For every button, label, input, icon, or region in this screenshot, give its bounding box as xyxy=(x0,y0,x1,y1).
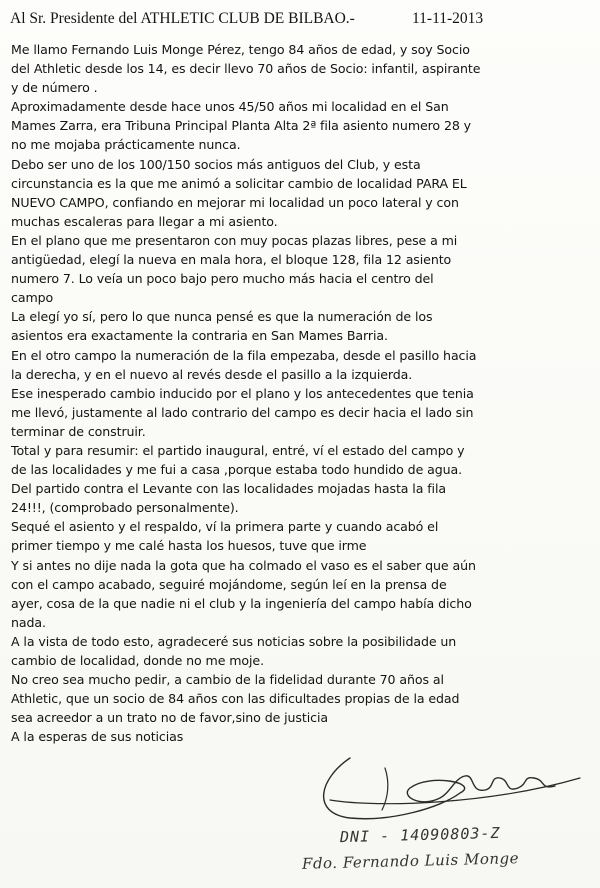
letter-line: numero 7. Lo veía un poco bajo pero mucho más hacia el centro del xyxy=(11,271,434,287)
letter-line: muchas escaleras para llegar a mi asiento. xyxy=(11,213,278,229)
letter-line: La elegí yo sí, pero lo que nunca pensé es que la numeración de los xyxy=(11,309,433,325)
handwritten-signature-icon xyxy=(290,738,590,828)
letter-body xyxy=(11,40,595,746)
letter-line: terminar de construir. xyxy=(11,423,146,439)
letter-line: con el campo acabado, seguiré mojándome, según leí en la prensa de xyxy=(11,576,447,592)
letter-line: sea acreedor a un trato no de favor,sino de justicia xyxy=(11,710,328,726)
letter-line: de las localidades y me fui a casa ,porque estaba todo hundido de agua. xyxy=(11,462,463,478)
letter-line: circunstancia es la que me animó a solicitar cambio de localidad PARA EL xyxy=(11,175,467,191)
letter-line: asientos era exactamente la contraria en San Mames Barria. xyxy=(11,328,388,344)
letter-line: del Athletic desde los 14, es decir llevo 70 años de Socio: infantil, aspirante xyxy=(11,61,481,77)
letter-line: No creo sea mucho pedir, a cambio de la fidelidad durante 70 años al xyxy=(11,672,444,688)
letter-line: ayer, cosa de la que nadie ni el club y la ingeniería del campo había dicho xyxy=(11,595,472,611)
letter-line: Del partido contra el Levante con las localidades mojadas hasta la fila xyxy=(11,481,446,497)
letter-line: y de número . xyxy=(11,80,98,96)
letter-line: Debo ser uno de los 100/150 socios más antiguos del Club, y esta xyxy=(11,156,421,172)
letter-line: Sequé el asiento y el respaldo, ví la primera parte y cuando acabó el xyxy=(11,519,439,535)
letter-line: cambio de localidad, donde no me moje. xyxy=(11,653,264,668)
letter-line: me llevó, justamente al lado contrario del campo es decir hacia el lado sin xyxy=(11,404,474,420)
letter-line: 24!!!, (comprobado personalmente). xyxy=(11,500,239,516)
letter-line: En el otro campo la numeración de la fila empezaba, desde el pasillo hacia xyxy=(11,347,477,363)
letter-line: NUEVO CAMPO, confiando en mejorar mi localidad un poco lateral y con xyxy=(11,194,459,210)
letter-line: la derecha, y en el nuevo al revés desde el pasillo a la izquierda. xyxy=(11,366,413,382)
letter-line: Me llamo Fernando Luis Monge Pérez, tengo 84 años de edad, y soy Socio xyxy=(11,42,470,57)
letter-line: Mames Zarra, era Tribuna Principal Planta Alta 2ª fila asiento numero 28 y xyxy=(11,118,472,134)
letter-line: Athletic, que un socio de 84 años con las dificultades propias de la edad xyxy=(11,691,460,707)
letter-line: nada. xyxy=(11,614,46,630)
letter-line: antigüedad, elegí la nueva en mala hora, el bloque 128, fila 12 asiento xyxy=(11,252,452,268)
letter-line: campo xyxy=(11,290,54,306)
letter-line: A la esperas de sus noticias xyxy=(11,729,184,745)
letter-line: no me mojaba prácticamente nunca. xyxy=(11,137,241,153)
letter-header xyxy=(10,9,595,29)
letter-line: En el plano que me presentaron con muy pocas plazas libres, pese a mi xyxy=(11,232,458,248)
letter-line: A la vista de todo esto, agradeceré sus noticias sobre la posibilidade un xyxy=(11,633,457,649)
letter-line: Aproximadamente desde hace unos 45/50 años mi localidad en el San xyxy=(11,99,449,115)
signed-by-handwritten: Fdo. Fernando Luis Monge xyxy=(301,849,520,873)
signature-block xyxy=(290,738,590,883)
recipient-line: Al Sr. Presidente del ATHLETIC CLUB DE BILBAO.- xyxy=(10,10,355,27)
letter-line: Ese inesperado cambio inducido por el plano y los antecedentes que tenia xyxy=(11,385,474,401)
letter-line: Total y para resumir: el partido inaugural, entré, ví el estado del campo y xyxy=(11,442,465,458)
letter-line: primer tiempo y me calé hasta los huesos, tuve que irme xyxy=(11,538,367,554)
letter-date: 11-11-2013 xyxy=(412,10,484,27)
dni-handwritten: DNI - 14090803-Z xyxy=(339,823,501,847)
letter-line: Y si antes no dije nada la gota que ha colmado el vaso es el saber que aún xyxy=(11,557,476,573)
